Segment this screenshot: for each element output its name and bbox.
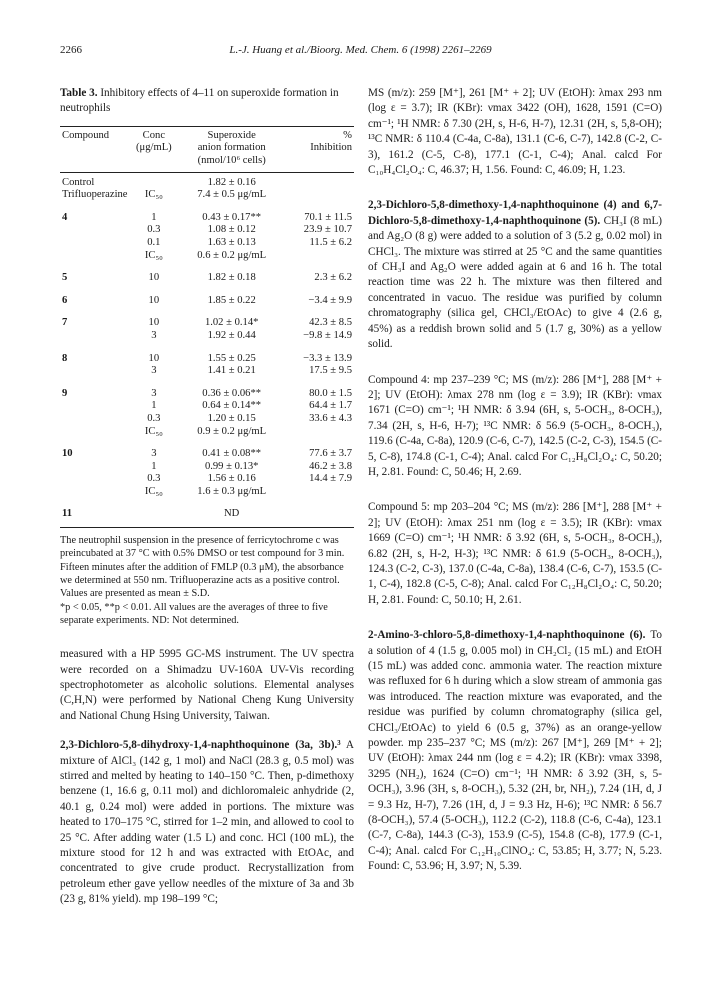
table-cell-inhibition: [290, 426, 354, 439]
table-cell-superoxide: 1.56 ± 0.16: [207, 473, 256, 485]
table-cell-inhibition: 64.4 ± 1.7: [309, 400, 352, 412]
section-heading: 2,3-Dichloro-5,8-dihydroxy-1,4-naphthoquinone (3a, 3b).³: [60, 739, 341, 752]
col-header-conc: Conc (μg/mL): [134, 126, 174, 172]
table-row: [60, 202, 354, 225]
table-cell-conc: 0.3: [147, 473, 161, 485]
table-cell-superoxide: 0.9 ± 0.2 μg/mL: [197, 425, 267, 437]
table-cell-conc: 0.3: [147, 224, 161, 236]
table-cell-conc: 10: [148, 352, 160, 364]
table-cell-compound: [60, 330, 134, 343]
table-row: [60, 486, 354, 499]
table-cell-inhibition: 11.5 ± 6.2: [309, 236, 352, 248]
table-cell-superoxide: 1.6 ± 0.3 μg/mL: [197, 485, 267, 497]
table-cell-inhibition: 2.3 ± 6.2: [314, 272, 352, 284]
table-cell-superoxide: 1.02 ± 0.14*: [204, 317, 259, 329]
table-cell-compound: [60, 224, 134, 237]
table-cell-inhibition: 17.5 ± 9.5: [309, 365, 352, 377]
table-cell-conc: IC₅₀: [144, 189, 163, 201]
table-cell-inhibition: 70.1 ± 11.5: [304, 211, 352, 223]
table-cell-superoxide: 0.6 ± 0.2 μg/mL: [197, 249, 267, 261]
table-cell-conc: IC₅₀: [144, 249, 163, 261]
table-cell-superoxide: 1.55 ± 0.25: [207, 352, 256, 364]
table-cell-superoxide: 1.20 ± 0.15: [207, 412, 256, 424]
table-cell-conc: 10: [148, 272, 160, 284]
table-cell-superoxide: 0.41 ± 0.08**: [202, 448, 262, 460]
table-cell-compound: [60, 237, 134, 250]
table-row: [60, 330, 354, 343]
table-cell-compound: Trifluoperazine: [62, 189, 128, 201]
table-row: [60, 426, 354, 439]
col-header-inhibition: % Inhibition: [290, 126, 354, 172]
table-cell-compound: 4: [62, 211, 68, 223]
table-cell-superoxide: 1.08 ± 0.12: [207, 224, 256, 236]
table-row: [60, 365, 354, 378]
table-row: [60, 224, 354, 237]
table-cell-conc: 10: [148, 294, 160, 306]
table-cell-inhibition: [290, 486, 354, 499]
col-header-superoxide: Superoxide anion formation (nmol/10⁶ cells): [174, 126, 290, 172]
table-row: [60, 285, 354, 308]
table-row: [60, 473, 354, 486]
table-row: [60, 172, 354, 189]
page-number: 2266: [60, 44, 82, 56]
table-cell-inhibition: [290, 250, 354, 263]
table-cell-compound: 6: [62, 294, 68, 306]
table-cell-compound: [60, 400, 134, 413]
table-cell-inhibition: 33.6 ± 4.3: [309, 412, 352, 424]
table-cell-superoxide: 1.82 ± 0.18: [207, 272, 256, 284]
table-row: [60, 262, 354, 285]
table-cell-compound: 11: [60, 498, 134, 527]
table-row: [60, 413, 354, 426]
table-cell-compound: [60, 413, 134, 426]
table-cell-inhibition: 42.3 ± 8.5: [309, 317, 352, 329]
body-paragraph: [368, 198, 662, 352]
body-paragraph: [368, 628, 662, 875]
table-cell-compound: [60, 473, 134, 486]
section-text: A mixture of AlCl₃ (142 g, 1 mol) and NaCl (28.3 g, 0.5 mol) was stirred and melted by heating to 140–150 °C. Then, p-dimethoxy benzene (1, 16.6 g, 0.11 mol) and dichloromaleic anhydride (2, 40.1 g, 0.24 mol) were added in portions. The mixture was heated to 170–175 °C, stirred for 1–2 min, and allowed to cool to 25 °C. After adding water (1.5 L) and conc. HCl (100 mL), the mixture stood for 12 h and was extracted with EtOAc, and concentrated to give crude product. Recrystallization from petroleum ether gave yellow needles of the mixture of 3a and 3b (23 g, 81% yield). mp 198–199 °C;: [60, 739, 354, 906]
table-cell-inhibition: −9.8 ± 14.9: [303, 329, 352, 341]
table-cell-inhibition: [290, 172, 354, 189]
table-cell-superoxide: 7.4 ± 0.5 μg/mL: [197, 189, 267, 201]
table-cell-conc: 3: [151, 387, 157, 399]
table-cell-compound: 9: [62, 387, 68, 399]
table-cell-inhibition: 77.6 ± 3.7: [309, 448, 352, 460]
table-cell-inhibition: −3.4 ± 9.9: [308, 294, 352, 306]
table-cell-inhibition: [290, 189, 354, 202]
table-cell-compound: 7: [62, 317, 68, 329]
table-row: [60, 400, 354, 413]
table-cell-conc: IC₅₀: [144, 485, 163, 497]
table-cell-conc: 3: [151, 448, 157, 460]
table-cell-compound: [60, 365, 134, 378]
table-cell-superoxide: 1.92 ± 0.44: [207, 329, 256, 341]
table-cell-compound: [60, 461, 134, 474]
page-header: [60, 44, 661, 60]
body-paragraph: measured with a HP 5995 GC-MS instrument. The UV spectra were recorded on a Shimadzu UV-160A UV-Vis recording spectrophotometer as alcoholic solutions. Elemental analyses (C,H,N) were performed by National Cheng Kung University and National Chung Hsing University, Taiwan.: [60, 648, 354, 722]
table-row: [60, 378, 354, 401]
table-cell-conc: 3: [151, 329, 157, 341]
table-cell-superoxide: 1.82 ± 0.16: [207, 176, 256, 188]
table-cell-conc: [134, 498, 174, 527]
table-caption: [60, 86, 354, 117]
table-cell-conc: 0.3: [147, 412, 161, 424]
table-cell-compound: [60, 426, 134, 439]
table-cell-superoxide: 0.99 ± 0.13*: [204, 460, 259, 472]
table-cell-conc: 1: [151, 460, 157, 472]
col-header-compound: Compound: [60, 126, 134, 172]
table-cell-superoxide: 1.85 ± 0.22: [207, 294, 256, 306]
table-cell-superoxide: 0.43 ± 0.17**: [202, 211, 262, 223]
table-footnote-significance: *p < 0.05, **p < 0.01. All values are the averages of three to five separate experiments. ND: Not determined.: [60, 601, 328, 626]
body-paragraph: [60, 738, 354, 907]
right-column: [368, 86, 662, 875]
table-cell-compound: 8: [62, 352, 68, 364]
table-cell-conc: [134, 172, 174, 189]
table-cell-inhibition: 23.9 ± 10.7: [303, 224, 352, 236]
table-cell-compound: [60, 250, 134, 263]
section-text: To a solution of 4 (1.5 g, 0.005 mol) in CH₂Cl₂ (15 mL) and EtOH (15 mL) was added conc. ammonia water. The reaction mixture was refluxed for 6 h during which a slow stream of ammonia gas was introduced. The reaction mixture was evaporated, and the residue was purified by column chromatography (silica gel, CHCl₃/EtOAc) to yield 6 (0.5 g, 37%) as an orange-yellow powder. mp 235–237 °C; MS (m/z): 267 [M⁺], 269 [M⁺ + 2]; UV (EtOH): λmax 244 nm (log ε = 4.2); IR (KBr): νmax 3398, 3295 (NH₂), 1624 (C=O) cm⁻¹; ¹H NMR: δ 3.92 (3H, s, 5-OCH₃), 3.96 (3H, s, 8-OCH₃), 5.32 (2H, br, NH₂), 7.24 (1H, d, J = 9.3 Hz, H-7), 7.26 (1H, d, J = 9.3 Hz, H-6); ¹³C NMR: δ 56.7 (8-OCH₃), 57.4 (5-OCH₃), 112.2 (C-2), 118.8 (C-6, C-4a), 123.1 (C-7, C-8a), 144.3 (C-3), 153.9 (C-5), 154.8 (C-8), 177.9 (C-1, C-4); Anal. calcd For C₁₂H₁₀ClNO₄: C, 53.85; H, 3.77; N, 5.23. Found: C, 53.96; H, 3.97; N, 5.39.: [368, 629, 662, 873]
table-cell-conc: 1: [151, 211, 157, 223]
table-caption-text: Inhibitory effects of 4–11 on superoxide formation in neutrophils: [60, 87, 339, 115]
table-cell-superoxide: ND: [174, 498, 290, 527]
table-cell-superoxide: 1.63 ± 0.13: [207, 236, 256, 248]
table-cell-superoxide: 1.41 ± 0.21: [207, 365, 256, 377]
table-footnote: The neutrophil suspension in the presence of ferricytochrome c was preincubated at 37 °C with 0.5% DMSO or test compound for 3 min. Fifteen minutes after the addition of FMLP (0.3 μM), the absorbance we determined at 550 nm. Trifluoperazine acts as a positive control. Values are presented as mean ± S.D.: [60, 535, 345, 600]
left-column: [60, 86, 354, 908]
table-caption-label: Table 3.: [60, 87, 98, 99]
table-cell-inhibition: 80.0 ± 1.5: [309, 387, 352, 399]
body-paragraph: Compound 5: mp 203–204 °C; MS (m/z): 286 [M⁺], 288 [M⁺ + 2]; UV (EtOH): λmax 251 nm (log ε = 3.5); IR (KBr): νmax 1669 (C=O) cm⁻¹; ¹H NMR: δ 3.92 (6H, s, 5-OCH₃, 8-OCH₃), 6.82 (2H, s, H-2, H-3); ¹³C NMR: δ 61.9 (5-OCH₃, 8-OCH₃), 124.3 (C-2, C-3), 137.0 (C-4a, C-8a), 138.4 (C-6, C-7), 153.5 (C-1, C-4), 182.8 (C-5, C-8); Anal. calcd For C₁₂H₈Cl₂O₄: C, 50.20; H, 2.81. Found: C, 50.10; H, 2.61.: [368, 501, 662, 606]
table-cell-compound: Control: [62, 176, 95, 188]
table-row: [60, 461, 354, 474]
running-title: L.-J. Huang et al./Bioorg. Med. Chem. 6 (1998) 2261–2269: [229, 44, 492, 56]
table-cell-inhibition: 14.4 ± 7.9: [309, 473, 352, 485]
table-cell-conc: 1: [151, 400, 157, 412]
table-row: [60, 189, 354, 202]
table-cell-inhibition: 46.2 ± 3.8: [309, 460, 352, 472]
table-cell-inhibition: [290, 498, 354, 527]
table-cell-superoxide: 0.64 ± 0.14**: [202, 400, 262, 412]
table-cell-conc: 10: [148, 317, 160, 329]
table-row: [60, 498, 354, 527]
table-row: [60, 438, 354, 461]
table-row: [60, 250, 354, 263]
section-heading: 2,3-Dichloro-5,8-dimethoxy-1,4-naphthoquinone (4) and 6,7-Dichloro-5,8-dimethoxy-1,4-naphthoquinone (5).: [368, 199, 662, 227]
table-cell-conc: IC₅₀: [144, 425, 163, 437]
table-cell-conc: 3: [151, 365, 157, 377]
body-paragraph: MS (m/z): 259 [M⁺], 261 [M⁺ + 2]; UV (EtOH): λmax 293 nm (log ε = 3.7); IR (KBr): νmax 3422 (OH), 1628, 1591 (C=O) cm⁻¹; ¹H NMR: δ 7.30 (2H, s, H-6, H-7), 12.31 (2H, s, 5,8-OH); ¹³C NMR: δ 110.4 (C-4a, C-8a), 131.1 (C-6, C-7), 142.8 (C-2, C-3), 161.2 (C-5, C-8), 177.1 (C-1, C-4); Anal. calcd For C₁₀H₄Cl₂O₄: C, 46.37; H, 1.56. Found: C, 46.09; H, 1.23.: [368, 87, 662, 177]
section-text: CH₃I (8 mL) and Ag₂O (8 g) were added to a solution of 3 (5.2 g, 0.02 mol) in CHCl₃. The mixture was stirred at 25 °C and the same quantities of CH₃I and Ag₂O were added again at 6 and 16 h. The total reaction time was 22 h. The mixture was then filtered and concentrated in vacuo. The residue was purified by column chromatography (silica gel, CHCl₃/EtOAc) to give 4 (2.6 g, 45%) as a reddish brown solid and 5 (1.7 g, 30%) as a yellow solid.: [368, 214, 663, 351]
table-cell-compound: 5: [62, 272, 68, 284]
section-heading: 2-Amino-3-chloro-5,8-dimethoxy-1,4-naphthoquinone (6).: [368, 629, 646, 642]
table-row: [60, 307, 354, 330]
table-cell-inhibition: −3.3 ± 13.9: [303, 352, 352, 364]
inhibition-table: [60, 126, 354, 528]
table-body: [60, 172, 354, 527]
table-cell-compound: [60, 486, 134, 499]
table-header-row: [60, 126, 354, 172]
table-row: [60, 237, 354, 250]
body-paragraph: Compound 4: mp 237–239 °C; MS (m/z): 286 [M⁺], 288 [M⁺ + 2]; UV (EtOH): λmax 278 nm (log ε = 3.9); IR (KBr): νmax 1671 (C=O) cm⁻¹; ¹H NMR: δ 3.94 (6H, s, 5-OCH₃, 8-OCH₃), 7.34 (2H, s, H-6, H-7); ¹³C NMR: δ 56.9 (5-OCH₃, 8-OCH₃), 119.6 (C-4a, C-8a), 120.9 (C-6, C-7), 142.5 (C-2, C-3), 154.5 (C-5, C-8), 174.8 (C-1, C-4); Anal. calcd For C₁₂H₈Cl₂O₄: C, 50.20; H, 2.81. Found: C, 50.46; H, 2.69.: [368, 373, 662, 478]
table-cell-superoxide: 0.36 ± 0.06**: [202, 387, 262, 399]
table-cell-compound: 10: [62, 448, 73, 460]
table-cell-conc: 0.1: [147, 236, 161, 248]
table-row: [60, 343, 354, 366]
